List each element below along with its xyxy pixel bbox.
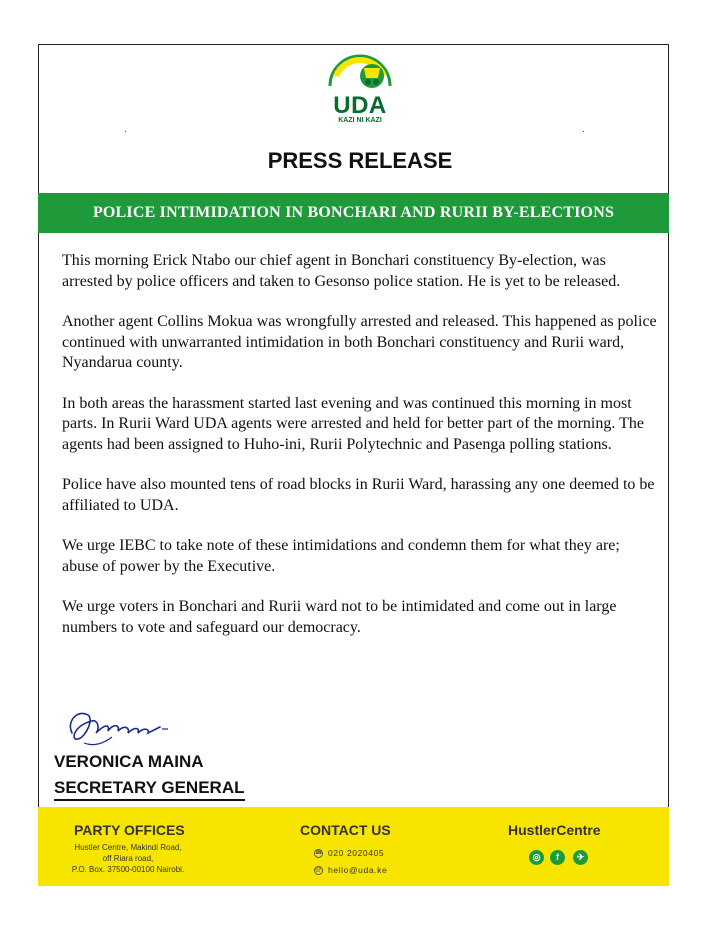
facebook-icon[interactable]: f (550, 850, 565, 865)
logo-slogan: KAZI NI KAZI (338, 117, 382, 124)
signatory-title: SECRETARY GENERAL (54, 778, 245, 801)
phone-icon: ☎ (315, 849, 324, 856)
page-title: PRESS RELEASE (267, 148, 453, 173)
paragraph: This morning Erick Ntabo our chief agent in Bonchari constituency By-election, was arrested by police officers and taken to Gesonso police station. He is yet to be released. (62, 252, 621, 290)
brand-heading: HustlerCentre (508, 822, 601, 838)
paragraph: Another agent Collins Mokua was wrongfully arrested and released. This happened as police continued with unwarranted intimidation in both Bonchari constituency and Rurii ward, Nyandarua county. (62, 313, 657, 371)
address-line: P.O. Box. 37500-00100 Nairobi. (71, 865, 185, 874)
press-release-body (62, 251, 660, 658)
twitter-icon[interactable]: ✈ (573, 850, 588, 865)
logo-wordmark: UDA (333, 92, 387, 119)
paragraph: We urge voters in Bonchari and Rurii ward not to be intimidated and come out in large numbers to vote and safeguard our democracy. (62, 598, 617, 636)
header-dot-right: . (582, 124, 585, 135)
footer-band (38, 807, 669, 886)
address-line: Hustler Centre, Makindi Road, (74, 843, 182, 852)
address-block (58, 842, 198, 875)
phone-line (314, 848, 384, 858)
paragraph: In both areas the harassment started last evening and was continued this morning in most parts. In Rurii Ward UDA agents were arrested and held for better part of the morning. The agents had been assigned to Huho-ini, Rurii Polytechnic and Pasenga polling stations. (62, 394, 644, 453)
offices-heading: PARTY OFFICES (74, 822, 185, 838)
header-dot-left: . (124, 124, 127, 135)
email-address: hello@uda.ke (328, 865, 388, 875)
paragraph: Police have also mounted tens of road blocks in Rurii Ward, harassing any one deemed to be affiliated to UDA. (62, 476, 655, 514)
instagram-icon[interactable]: ◎ (529, 850, 544, 865)
contact-heading: CONTACT US (300, 822, 391, 838)
email-icon: @ (315, 866, 322, 873)
phone-number: 020 2020405 (328, 848, 385, 858)
paragraph: We urge IEBC to take note of these intimidations and condemn them for what they are; abuse of power by the Executive. (62, 537, 620, 575)
address-line: off Riara road, (102, 854, 154, 863)
signatory-name: VERONICA MAINA (54, 752, 204, 771)
handwritten-signature (64, 703, 174, 751)
subtitle-text: POLICE INTIMIDATION IN BONCHARI AND RURII BY-ELECTIONS (92, 204, 615, 221)
email-line (314, 865, 387, 875)
subtitle-banner (38, 193, 669, 233)
